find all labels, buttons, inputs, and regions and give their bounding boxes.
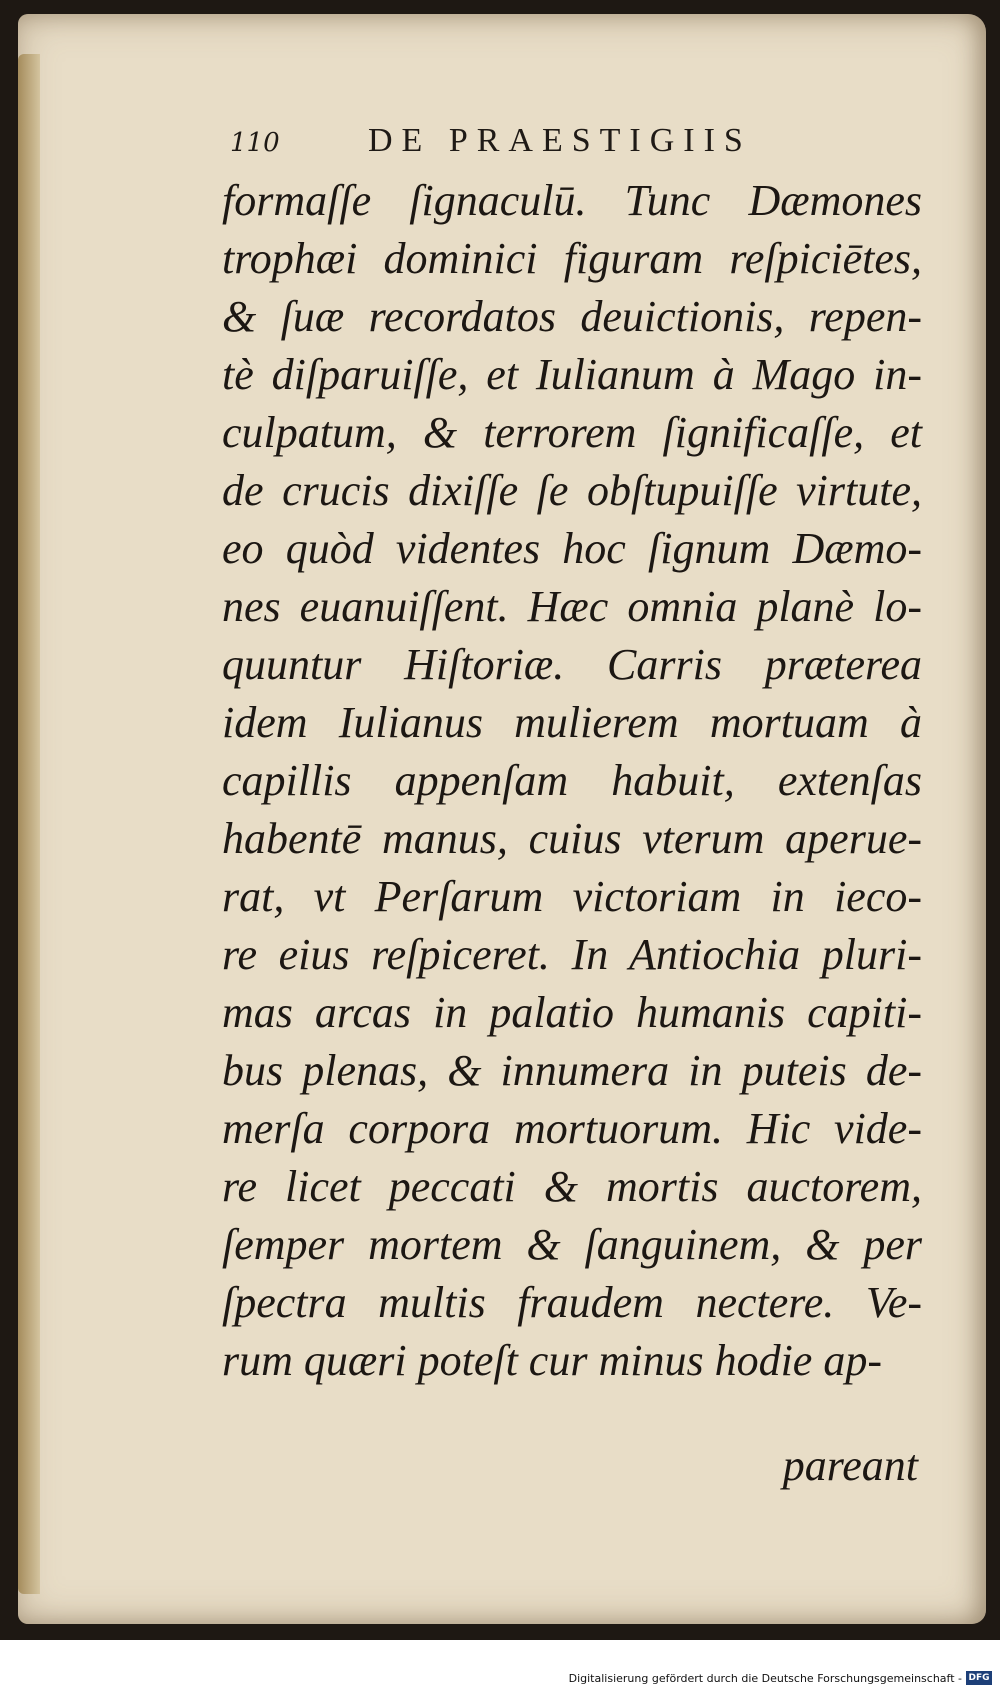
text-line: ſpectra multis fraudem nectere. Ve- [222, 1278, 922, 1327]
text-line: rum quæri poteſt cur minus hodie ap- [222, 1336, 882, 1385]
page-edge [18, 54, 40, 1594]
text-line: tè diſparuiſſe, et Iulianum à Mago in- [222, 350, 922, 399]
text-line: merſa corpora mortuorum. Hic vide- [222, 1104, 922, 1153]
text-line: re licet peccati & mortis auctorem, [222, 1162, 922, 1211]
text-line: formaſſe ſignaculū. Tunc Dæmones [222, 176, 922, 225]
page-number: 110 [230, 128, 280, 158]
text-line: mas arcas in palatio humanis capiti- [222, 988, 922, 1037]
text-line: de crucis dixiſſe ſe obſtupuiſſe virtute, [222, 466, 922, 515]
text-line: quuntur Hiſtoriæ. Carris præterea [222, 640, 922, 689]
text-line: habentē manus, cuius vterum aperue- [222, 814, 922, 863]
text-line: culpatum, & terrorem ſignificaſſe, et [222, 408, 922, 457]
text-line: re eius reſpiceret. In Antiochia pluri- [222, 930, 922, 979]
text-line: bus plenas, & innumera in puteis de- [222, 1046, 922, 1095]
text-line: idem Iulianus mulierem mortuam à [222, 698, 922, 747]
text-line: nes euanuiſſent. Hæc omnia planè lo- [222, 582, 922, 631]
running-head: DE PRAESTIGIIS [368, 122, 752, 159]
catchword: pareant [782, 1441, 918, 1490]
text-line: trophæi dominici figuram reſpiciētes, [222, 234, 922, 283]
body-text [222, 172, 922, 1390]
text-line: eo quòd videntes hoc ſignum Dæmo- [222, 524, 922, 573]
dfg-logo: DFG [966, 1671, 992, 1685]
text-line: rat, vt Perſarum victoriam in ieco- [222, 872, 922, 921]
page-header [230, 122, 850, 174]
text-line: capillis appenſam habuit, extenſas [222, 756, 922, 805]
digitization-credit: Digitalisierung gefördert durch die Deutsche Forschungsgemeinschaft - [568, 1672, 962, 1685]
text-line: & ſuæ recordatos deuictionis, repen- [222, 292, 922, 341]
text-line: ſemper mortem & ſanguinem, & per [222, 1220, 922, 1269]
